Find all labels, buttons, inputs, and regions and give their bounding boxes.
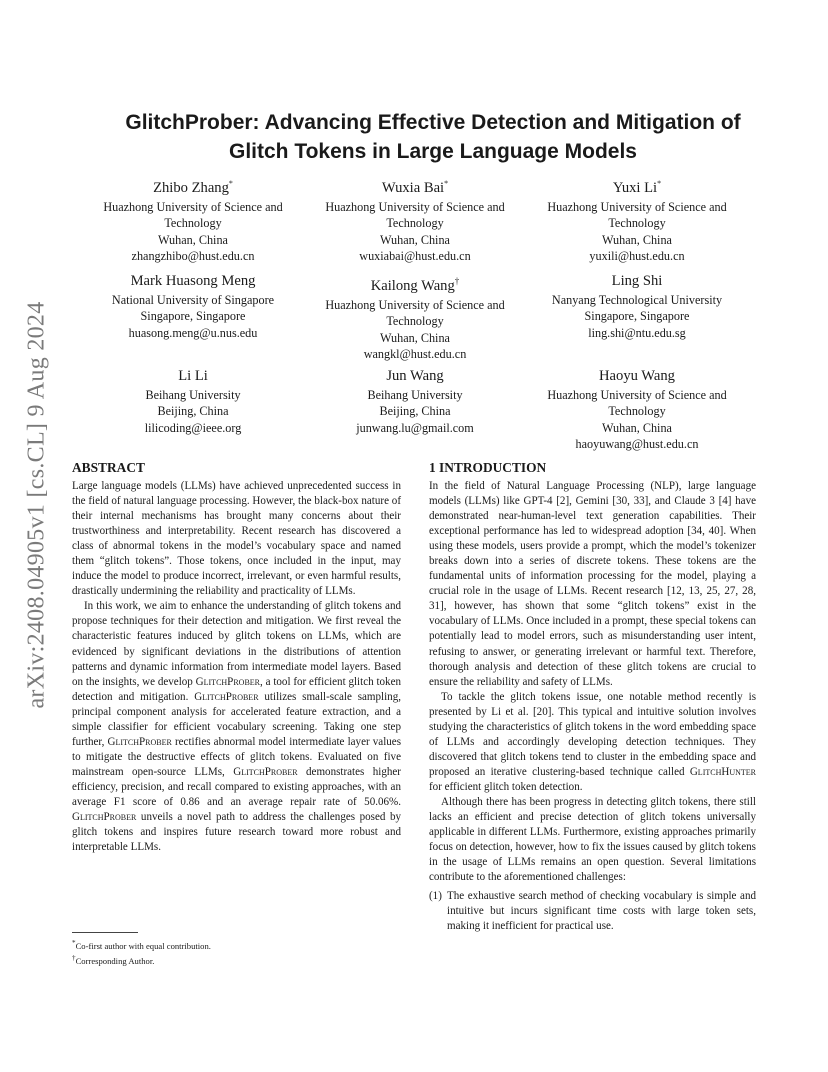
- author-name: Kailong Wang†: [370, 276, 460, 294]
- author-location: Singapore, Singapore: [140, 309, 246, 324]
- list-text: The exhaustive search method of checking vocabulary is simple and intuitive but incurs significant time costs with large token sets, making it inefficient for practical use.: [447, 890, 756, 933]
- author-email: wangkl@hust.edu.cn: [363, 347, 467, 362]
- author-affiliation: Huazhong University of Science and: [547, 199, 727, 214]
- author-name: Mark Huasong Meng: [130, 273, 256, 289]
- abstract-paragraph: Large language models (LLMs) have achieved unprecedented success in the field of natural language processing. However, the black-box nature of their internal mechanisms has brought many concerns about their trustworthiness and interpretability. Recent research has discovered a class of abnormal tokens in the model’s vocabulary space and named them “glitch tokens”. Those tokens, once included in the input, may induce the model to produce incorrect, irrelevant, or even harmful results, drastically undermining the reliability and practicality of LLMs.: [72, 480, 401, 598]
- author-location: Beijing, China: [379, 404, 451, 419]
- author-affiliation: Beihang University: [145, 388, 241, 402]
- abstract-paragraph: In this work, we aim to enhance the understanding of glitch tokens and propose techniques for their detection and mitigation. We first reveal the characteristic features induced by glitch tokens on LLMs, which are evidenced by significant deviations in the distributions of attention patterns and dynamic information from intermediate model layers. Based on the insights, we develop GlitchProber, a tool for efficient glitch token detection and mitigation. GlitchProber utilizes small-scale sampling, principal component analysis for accelerated feature extraction, and a simple classifier for efficient vocabulary screening. Taking one step further, GlitchProber rectifies abnormal model intermediate layer values to mitigate the destructive effects of glitch tokens. Evaluated on five mainstream open-source LLMs, GlitchProber demonstrates higher efficiency, precision, and recall compared to existing approaches, with an average F1 score of 0.86 and an average repair rate of 50.06%. GlitchProber unveils a novel path to address the challenges posed by glitch tokens and inspires future research toward more robust and interpretable LLMs.: [72, 600, 401, 854]
- author-name: Ling Shi: [611, 273, 663, 289]
- author-block: [522, 367, 752, 453]
- author-location: Wuhan, China: [602, 232, 672, 247]
- author-block: [522, 272, 752, 341]
- author-name: Yuxi Li*: [612, 179, 662, 196]
- author-affiliation: Technology: [386, 314, 444, 329]
- intro-paragraph: Although there has been progress in detecting glitch tokens, there still lacks an efficient and precise detection of glitch tokens universally applicable in different LLMs. Furthermore, existing approaches primarily focus on detection, however, how to fix the issues caused by glitch tokens in the usage of LLMs remains an open question. Several limitations contribute to the aforementioned challenges:: [429, 795, 756, 884]
- limitation-list-item: [429, 889, 756, 934]
- author-block: [78, 272, 308, 341]
- author-block: [522, 174, 752, 264]
- title-line-2: Glitch Tokens in Large Language Models: [228, 140, 637, 163]
- author-name: Zhibo Zhang*: [153, 179, 233, 196]
- author-email: haoyuwang@hust.edu.cn: [575, 437, 699, 452]
- author-location: Wuhan, China: [602, 420, 672, 435]
- author-email: huasong.meng@u.nus.edu: [128, 325, 258, 340]
- author-block: [78, 174, 308, 264]
- author-email: junwang.lu@gmail.com: [356, 420, 474, 435]
- author-affiliation: National University of Singapore: [111, 293, 275, 307]
- author-affiliation: Beihang University: [367, 388, 463, 402]
- author-name: Jun Wang: [386, 368, 444, 384]
- author-email: zhangzhibo@hust.edu.cn: [131, 249, 255, 264]
- list-number: (1): [429, 890, 442, 903]
- author-email: lilicoding@ieee.org: [144, 420, 242, 435]
- author-block: [300, 367, 530, 436]
- author-location: Singapore, Singapore: [584, 309, 690, 324]
- author-affiliation: Huazhong University of Science and: [325, 199, 505, 214]
- introduction-heading: 1 INTRODUCTION: [429, 460, 547, 475]
- author-affiliation: Nanyang Technological University: [551, 293, 723, 307]
- author-email: wuxiabai@hust.edu.cn: [359, 249, 471, 264]
- author-affiliation: Huazhong University of Science and: [325, 297, 505, 312]
- author-email: ling.shi@ntu.edu.sg: [588, 325, 686, 340]
- author-location: Beijing, China: [157, 404, 229, 419]
- footnote-rule: [72, 932, 138, 933]
- author-location: Wuhan, China: [158, 232, 228, 247]
- abstract-heading: ABSTRACT: [72, 460, 145, 475]
- abstract-section: [72, 459, 401, 855]
- author-block: [300, 272, 530, 362]
- author-email: yuxili@hust.edu.cn: [589, 249, 685, 264]
- intro-paragraph: To tackle the glitch tokens issue, one notable method recently is presented by Li et al. [20]. This typical and intuitive solution involves studying the characteristics of glitch tokens in the word embedding space of LLMs and accordingly developing detection techniques. They discovered that glitch tokens tend to cluster in the embedding space and proposed an iterative clustering-based technique called GlitchHunter for efficient glitch token detection.: [429, 690, 756, 793]
- intro-paragraph: In the field of Natural Language Processing (NLP), large language models (LLMs) like GPT-4 [2], Gemini [30, 33], and Claude 3 [4] have demonstrated near-human-level text generation capabilities. Their exceptional performance has led to widespread adoption [34, 40]. When using these models, users provide a prompt, which the model’s tokenizer breaks down into a series of discrete tokens. These tokens are the fundamental units of information processing for the model, playing a crucial role in the usage of LLMs. Recent research [12, 13, 25, 27, 28, 31], however, has shown that some “glitch tokens” exist in the vocabulary of LLMs. Once included in a prompt, these special tokens can potentially lead to model errors, such as misunderstanding user intent, refusing to answer, or generating irrelevant or harmful text. Therefore, thorough analysis and detection of these glitch tokens are crucial to ensure the reliability and safety of LLMs.: [429, 480, 756, 688]
- arxiv-identifier: arXiv:2408.04905v1 [cs.CL] 9 Aug 2024: [23, 301, 50, 709]
- footnotes: [72, 937, 211, 967]
- author-name: Haoyu Wang: [599, 368, 675, 384]
- author-affiliation: Technology: [608, 216, 666, 231]
- arxiv-sidebar: [22, 290, 52, 720]
- author-affiliation: Technology: [608, 404, 666, 419]
- author-location: Wuhan, China: [380, 232, 450, 247]
- author-block: [78, 367, 308, 436]
- title-line-1: GlitchProber: Advancing Effective Detection and Mitigation of: [125, 111, 741, 134]
- introduction-section: [429, 459, 756, 934]
- author-block: [300, 174, 530, 264]
- footnote-co-first: *Co-first author with equal contribution.: [72, 939, 211, 951]
- author-affiliation: Technology: [164, 216, 222, 231]
- author-location: Wuhan, China: [380, 330, 450, 345]
- author-name: Li Li: [178, 368, 208, 384]
- footnote-corresponding: †Corresponding Author.: [72, 953, 155, 966]
- author-name: Wuxia Bai*: [381, 179, 449, 196]
- paper-title: [60, 108, 806, 166]
- author-affiliation: Huazhong University of Science and: [547, 388, 727, 402]
- author-affiliation: Huazhong University of Science and: [103, 199, 283, 214]
- author-affiliation: Technology: [386, 216, 444, 231]
